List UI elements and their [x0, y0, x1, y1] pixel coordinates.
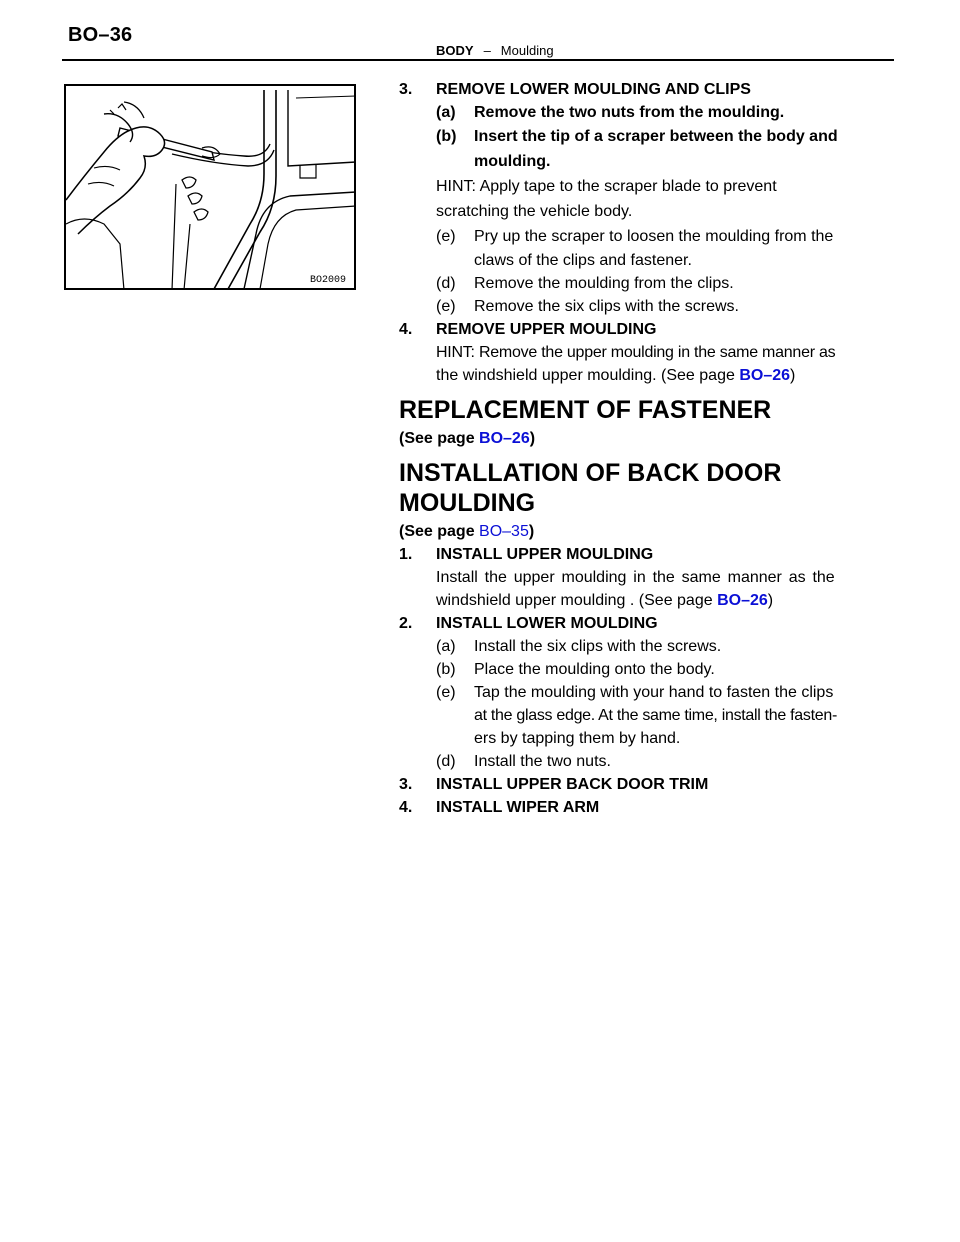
step-install-upper-back-door-trim: 3. INSTALL UPPER BACK DOOR TRIM — [399, 776, 709, 793]
install-substep-tap-cont2: ers by tapping them by hand. — [474, 730, 681, 747]
hint-tape-line2: scratching the vehicle body. — [436, 203, 633, 220]
install-upper-line2: windshield upper moulding . (See page BO–26) — [436, 592, 774, 609]
header-rule — [62, 59, 894, 61]
substep-a: (a) Remove the two nuts from the moulding. — [436, 104, 785, 121]
substep-pry-cont: claws of the clips and fastener. — [474, 252, 692, 269]
install-substep-tap-cont1: at the glass edge. At the same time, install the fasten- — [474, 707, 837, 724]
section-name: BODY — [436, 43, 474, 58]
scraper-removal-figure — [64, 84, 356, 290]
substep-d: (d) Remove the moulding from the clips. — [436, 275, 734, 292]
page-link-bo26[interactable]: BO–26 — [717, 592, 768, 609]
install-substep-a: (a) Install the six clips with the screws. — [436, 638, 722, 655]
install-substep-tap: (e) Tap the moulding with your hand to fasten the clips — [436, 684, 834, 701]
main-content — [399, 78, 873, 819]
install-substep-b: (b) Place the moulding onto the body. — [436, 661, 715, 678]
substep-e: (e) Remove the six clips with the screws. — [436, 298, 739, 315]
scraper-removal-illustration-icon — [64, 84, 356, 290]
step-install-wiper-arm: 4. INSTALL WIPER ARM — [399, 799, 600, 816]
hint-upper-line2: the windshield upper moulding. (See page BO–26) — [436, 367, 796, 384]
see-page-installation: (See page BO–35) — [399, 523, 535, 540]
header-separator: – — [483, 43, 491, 58]
heading-installation: INSTALLATION OF BACK DOOR MOULDING — [399, 459, 782, 517]
figure-label: BO2009 — [310, 275, 347, 286]
page-link-bo26[interactable]: BO–26 — [739, 367, 791, 384]
install-upper-line1: Install the upper moulding in the same manner as the — [436, 569, 835, 586]
hint-tape-line1: HINT: Apply tape to the scraper blade to prevent — [436, 178, 777, 195]
page-number: BO–36 — [68, 24, 133, 46]
heading-replacement-of-fastener: REPLACEMENT OF FASTENER — [399, 396, 772, 424]
page-link-bo35[interactable]: BO–35 — [479, 523, 529, 540]
install-substep-d: (d) Install the two nuts. — [436, 753, 611, 770]
running-head — [436, 43, 554, 58]
step-install-lower-moulding: 2. INSTALL LOWER MOULDING — [399, 615, 658, 632]
substep-b-cont: moulding. — [474, 153, 551, 170]
see-page-replacement: (See page BO–26) — [399, 430, 536, 447]
substep-pry: (e) Pry up the scraper to loosen the moulding from the — [436, 228, 834, 245]
step-remove-upper-moulding: 4. REMOVE UPPER MOULDING — [399, 321, 657, 338]
topic-name: Moulding — [500, 43, 554, 58]
substep-b: (b) Insert the tip of a scraper between the body and — [436, 128, 838, 145]
step-install-upper-moulding: 1. INSTALL UPPER MOULDING — [399, 546, 654, 563]
page-link-bo26[interactable]: BO–26 — [479, 430, 530, 447]
step-remove-lower-moulding: 3. REMOVE LOWER MOULDING AND CLIPS — [399, 81, 751, 98]
hint-upper-line1: HINT: Remove the upper moulding in the same manner as — [436, 344, 836, 361]
